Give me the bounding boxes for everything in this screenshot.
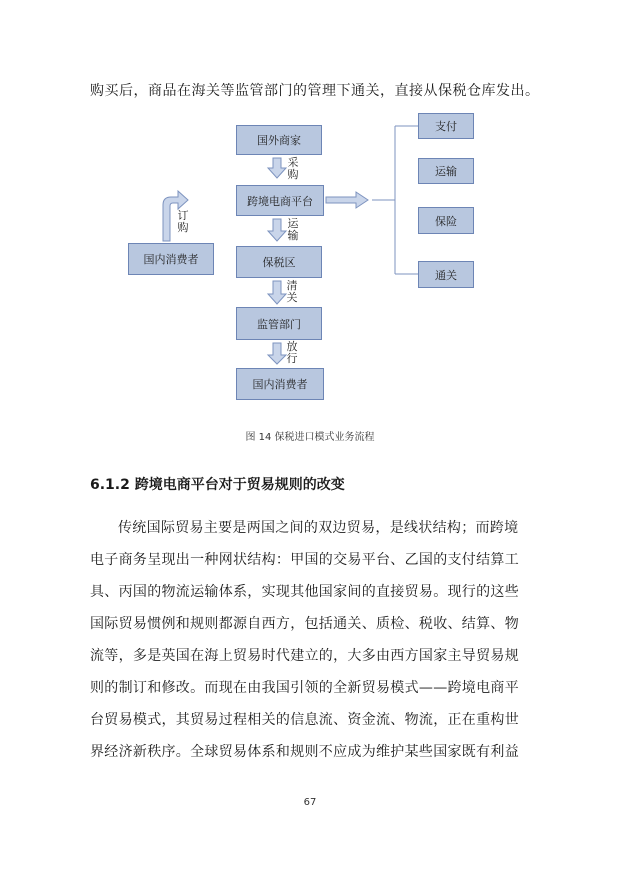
- label-order: [176, 210, 190, 234]
- label-purchase: [286, 157, 300, 181]
- box-insurance: 保险: [418, 207, 474, 234]
- box-platform: 跨境电商平台: [236, 185, 324, 216]
- label-shipping-char-1: 运: [287, 217, 299, 230]
- label-release-char-2: 行: [286, 352, 298, 365]
- box-customs: 通关: [418, 261, 474, 288]
- arrow-right-services: [326, 192, 368, 208]
- arrow-down-clearance: [268, 281, 286, 304]
- label-order-char-1: 订: [177, 209, 189, 222]
- paragraph-line: 则的制订和修改。而现在由我国引领的全新贸易模式——跨境电商平: [90, 680, 519, 696]
- label-clearance: [285, 280, 299, 304]
- box-payment: 支付: [418, 113, 474, 139]
- label-release: [285, 341, 299, 365]
- arrow-down-shipping: [268, 219, 286, 241]
- box-consumer-bottom: 国内消费者: [236, 368, 324, 400]
- section-heading: 6.1.2 跨境电商平台对于贸易规则的改变: [90, 477, 345, 493]
- box-consumer-left: 国内消费者: [128, 243, 214, 275]
- arrow-down-purchase: [268, 158, 286, 178]
- arrow-down-release: [268, 343, 286, 364]
- page-number: 67: [303, 797, 317, 808]
- label-order-char-2: 购: [177, 221, 189, 234]
- label-shipping-char-2: 输: [287, 229, 299, 242]
- flow-diagram: [0, 0, 620, 420]
- paragraph-line: 传统国际贸易主要是两国之间的双边贸易，是线状结构；而跨境: [118, 520, 519, 536]
- label-purchase-char-2: 购: [287, 168, 299, 181]
- paragraph-line: 电子商务呈现出一种网状结构：甲国的交易平台、乙国的支付结算工: [90, 552, 519, 568]
- intro-text: 购买后，商品在海关等监管部门的管理下通关，直接从保税仓库发出。: [90, 83, 540, 99]
- label-purchase-char-1: 采: [287, 156, 299, 169]
- box-foreign-merchant: 国外商家: [236, 125, 322, 155]
- box-regulator: 监管部门: [236, 307, 322, 340]
- box-transport: 运输: [418, 158, 474, 184]
- figure-caption: 图 14 保税进口模式业务流程: [245, 432, 375, 443]
- box-bonded-zone: 保税区: [236, 246, 322, 278]
- paragraph-line: 流等，多是英国在海上贸易时代建立的，大多由西方国家主导贸易规: [90, 648, 519, 664]
- paragraph-line: 界经济新秩序。全球贸易体系和规则不应成为维护某些国家既有利益: [90, 744, 519, 760]
- paragraph-line: 台贸易模式，其贸易过程相关的信息流、资金流、物流，正在重构世: [90, 712, 519, 728]
- bracket-services: [372, 126, 418, 274]
- label-clearance-char-1: 清: [286, 279, 298, 292]
- label-release-char-1: 放: [286, 340, 298, 353]
- paragraph-line: 具、丙国的物流运输体系，实现其他国家间的直接贸易。现行的这些: [90, 584, 519, 600]
- label-clearance-char-2: 关: [286, 291, 298, 304]
- label-shipping: [286, 218, 300, 242]
- paragraph-line: 国际贸易惯例和规则都源自西方，包括通关、质检、税收、结算、物: [90, 616, 519, 632]
